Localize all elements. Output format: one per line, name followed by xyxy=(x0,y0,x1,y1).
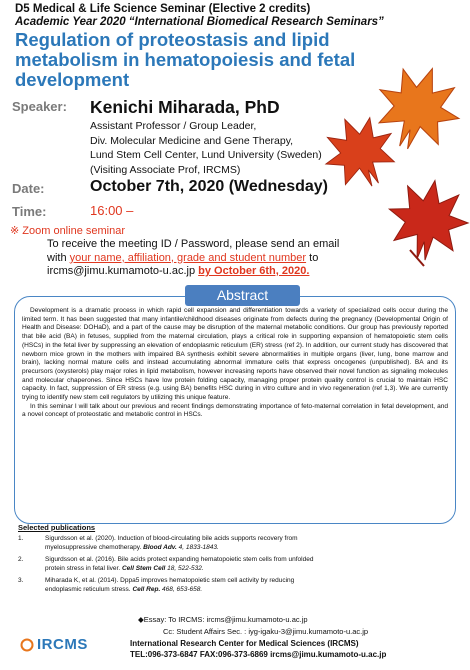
pub-number: 2. xyxy=(18,556,24,563)
abstract-paragraph: In this seminar I will talk about our previous and recent findings demonstrating importance of feto-maternal correlation in fetal development, and a novel concept of proteostatic and metabolic control in HSCs. xyxy=(22,402,448,419)
abstract-heading: Abstract xyxy=(185,285,300,306)
abstract-paragraph: Development is a dramatic process in which rapid cell expansion and differentiation towards a variety of specialized cells occur during the limited term. It has been suggested that many infantile/childhood diseases originate from defects during the pregnancy (Developmental Origin of Health and Disease: DOHaD), and a part of the cause may be disruption of the maternal metabolic conditions. Our group has previously reported that bile acid (BA) in fetuses, supplied from the maternal circulation, plays a critical role in supporting expansion of hematopoietic stem cells (HSCs) in the fetal liver by suppressing an elevation of endoplasmic reticulum (ER) stress (ref 2). In addition, our current study has discovered that newborn mice grown in the mothers with impaired BA synthesis exhibit severe abnormalities in multiple organs (liver, lung, bone marrow and brain), lacking normal mature cells and instead accumulating abnormal immature cells that express oncogenes (unpublished). BA and its precursors (oxysterols) play major roles in lipid metabolism, however increasing reports have observed their novel function as signaling molecules and molecular chaperones. Since HSCs have low protein folding capacity, managing proper protein quality control is crucial to maintain HSC capacity. In fact, suppression of ER stress (e.g. using BA) benefits HSC during in vitro culture and in vivo regeneration (ref 1,3). We are currently trying to identify new stem cell regulators by utilizing this unique feature. xyxy=(22,307,448,402)
pub-ref: 18, 522-532. xyxy=(165,564,204,572)
zoom-heading: ※ Zoom online seminar xyxy=(10,225,125,237)
line2-suffix: to xyxy=(306,251,319,264)
pub-ref: 4, 1833-1843. xyxy=(176,543,219,551)
affiliation-line: Assistant Professor / Group Leader, xyxy=(90,120,257,132)
affiliation-line: (Visiting Associate Prof, IRCMS) xyxy=(90,163,241,176)
pub-journal: Cell Rep. xyxy=(132,585,161,593)
pub-number: 3. xyxy=(18,577,24,584)
series-line: Academic Year 2020 “International Biomedical Research Seminars” xyxy=(15,16,384,28)
essay-contact: ◆Essay: To IRCMS: ircms@jimu.kumamoto-u.ac.jp xyxy=(138,615,308,624)
ircms-logo xyxy=(20,636,88,653)
logo-text: IRCMS xyxy=(37,636,88,653)
publication-item xyxy=(45,556,325,573)
cc-contact: Cc: Student Affairs Sec. : iyg-igaku-3@jimu.kumamoto-u.ac.jp xyxy=(163,627,369,636)
pub-text: Sigurdsson et al. (2016). Bile acids protect expanding hematopoietic stem cells from unfolded protein stress in fetal liver. xyxy=(45,556,314,572)
publications-heading: Selected publications xyxy=(18,523,96,532)
line2-prefix: with xyxy=(47,251,70,264)
affiliation-line: Div. Molecular Medicine and Gene Therapy, xyxy=(90,134,294,147)
seminar-line: D5 Medical & Life Science Seminar (Elective 2 credits) xyxy=(15,3,311,15)
pub-text: Miharada K, et al. (2014). Dppa5 improves hematopoietic stem cell activity by reducing endoplasmic reticulum stress. xyxy=(45,577,295,593)
pub-text: Sigurdsson et al. (2020). Induction of blood-circulating bile acids supports recovery from myelosuppressive chemotherapy. xyxy=(45,535,298,551)
speaker-affiliation xyxy=(90,119,322,177)
instructions-line2 xyxy=(47,252,467,266)
affiliation-line: Lund Stem Cell Center, Lund University (Sweden) xyxy=(90,149,322,161)
abstract-text xyxy=(22,307,448,420)
pub-number: 1. xyxy=(18,535,24,542)
time-label: Time: xyxy=(12,204,47,219)
contact-email-link[interactable]: ircms@jimu.kumamoto-u.ac.jp xyxy=(47,265,199,277)
date-label: Date: xyxy=(12,181,45,196)
logo-mark-icon xyxy=(20,638,34,652)
center-name: International Research Center for Medical Sciences (IRCMS) xyxy=(130,639,359,648)
pub-ref: 468, 653-658. xyxy=(160,585,203,593)
center-contact: TEL:096-373-6847 FAX:096-373-6869 ircms@jimu.kumamoto-u.ac.jp xyxy=(130,650,387,659)
time-value: 16:00 – xyxy=(90,203,134,218)
deadline: by October 6th, 2020. xyxy=(198,265,310,277)
speaker-name: Kenichi Miharada, PhD xyxy=(90,97,280,117)
page-title: Regulation of proteostasis and lipid metabolism in hematopoiesis and fetal development xyxy=(15,29,356,90)
pub-journal: Cell Stem Cell xyxy=(121,564,166,572)
required-info: your name, affiliation, grade and student number xyxy=(69,251,307,264)
speaker-label: Speaker: xyxy=(12,99,67,114)
date-value: October 7th, 2020 (Wednesday) xyxy=(90,178,328,195)
meeting-instructions xyxy=(47,238,467,279)
instructions-line3 xyxy=(47,265,467,279)
pub-journal: Blood Adv. xyxy=(143,543,177,551)
publication-item xyxy=(45,535,325,552)
publication-item xyxy=(45,577,325,594)
instructions-line1: To receive the meeting ID / Password, please send an email xyxy=(47,238,340,250)
